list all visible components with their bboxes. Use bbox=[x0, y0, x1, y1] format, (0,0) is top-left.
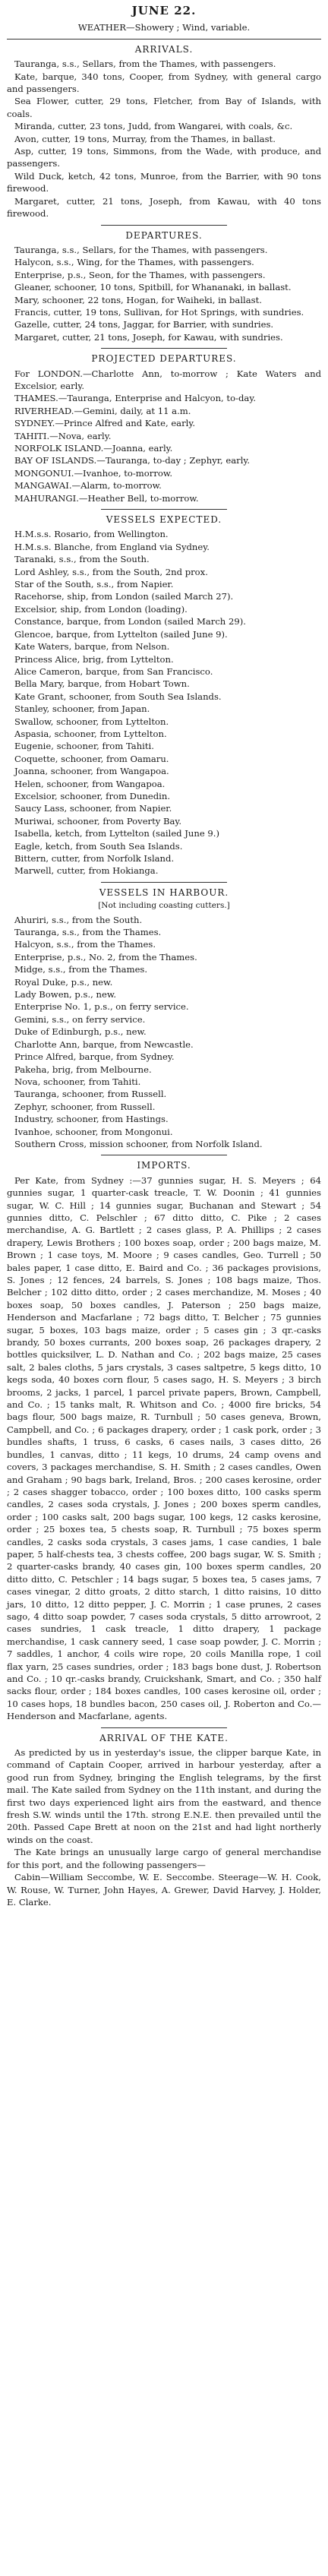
imports-heading: IMPORTS. bbox=[137, 1160, 191, 1171]
list-item: Constance, barque, from London (sailed March 29). bbox=[14, 616, 246, 627]
vessels-expected-section bbox=[7, 514, 321, 877]
projected-departures-list bbox=[7, 368, 321, 504]
arrival-of-kate-text-2: The Kate brings an unusually large cargo of general merchandise for this port, and the following passengers— bbox=[7, 1847, 321, 1870]
list-item: Wild Duck, ketch, 42 tons, Munroe, from the Barrier, with 90 tons firewood. bbox=[7, 170, 321, 194]
list-item: Marwell, cutter, from Hokianga. bbox=[14, 865, 159, 877]
arrivals-list bbox=[7, 58, 321, 220]
arrivals-section bbox=[7, 43, 321, 220]
list-item: Enterprise, p.s., No. 2, from the Thames. bbox=[14, 951, 197, 962]
list-item: Ahuriri, s.s., from the South. bbox=[14, 914, 143, 925]
list-item: Tauranga, schooner, from Russell. bbox=[14, 1089, 167, 1100]
list-item: Southern Cross, mission schooner, from Norfolk Island. bbox=[14, 1138, 263, 1149]
list-item: Swallow, schooner, from Lyttelton. bbox=[14, 716, 169, 727]
imports-text: Per Kate, from Sydney :—37 gunnies sugar, H. S. Meyers ; 64 gunnies sugar, 1 quarter-cask treacle, T. W. Doonin ; 41 gunnies sugar, W. C. Hill ; 14 gunnies sugar, Buchanan and Stewart ; 54 gunnies ditto, C. Pelschler ; 67 ditto ditto, C. Pike ; 2 cases merchandise, A. G. Bartlett ; 2 cases glass, P. A. Phillips ; 2 cases drapery, Lewis Brothers ; 100 boxes soap, order ; 200 bags maize, M. Brown ; 1 case toys, M. Moore ; 9 cases candles, Geo. Turrell ; 50 bales paper, 1 case ditto, E. Baird and Co. ; 36 packages provisions, S. Jones ; 12 fences, 24 barrels, S. Jones ; 108 bags maize, Thos. Belcher ; 102 ditto ditto, order ; 2 cases merchandize, M. Moses ; 40 boxes soap, 50 boxes candles, J. Paterson ; 250 bags maize, Henderson and Macfarlane ; 72 bags ditto, T. Belcher ; 75 gunnies sugar, 5 boxes, 103 bags maize, order ; 5 cases gin ; 3 qr.-casks brandy, 50 boxes currants, 200 boxes soap, 26 packages drapery, 2 bottles quicksilver, L. D. Nathan and Co. ; 202 bags maize, 25 cases salt, 2 bales cloths, 5 jars crystals, 3 cases saltpetre, 5 kegs ditto, 10 kegs soda, 40 boxes corn flour, 5 cases sago, H. S. Meyers ; 3 birch brooms, 2 jacks, 1 parcel, 1 parcel private papers, Brown, Campbell, and Co. ; 15 tanks malt, R. Whitson and Co. ; 4000 fire bricks, 54 bags flour, 500 bags maize, R. Turnbull ; 50 cases geneva, Brown, Campbell, and Co. ; 6 packages drapery, order ; 1 cask pork, order ; 3 bundles shafts, 1 truss, 6 casks, 6 cases nails, 3 cases ditto, 26 bundles, 1 canvas, ditto ; 11 kegs, 10 drums, 24 camp ovens and covers, 3 packages merchandise, S. H. Smith ; 2 cases candles, Owen and Graham ; 90 bags bark, Ireland, Bros. ; 200 cases kerosine, order ; 2 cases shagger tobacco, order ; 100 boxes ditto, 100 casks sperm candles, 2 cases soda crystals, J. Jones ; 200 boxes sperm candles, order ; 100 casks salt, 200 bags sugar, 100 kegs, 12 casks kerosine, order ; 25 boxes tea, 5 chests soap, R. Turnbull ; 75 boxes sperm candles, 2 casks soda crystals, 3 cases jams, 1 case candies, 1 bale paper, 5 half-chests tea, 3 chests coffee, 200 bags sugar, W. S. Smith ; 2 quarter-casks brandy, 40 cases gin, 100 boxes sperm candles, 20 ditto ditto, C. Petschler ; 14 bags sugar, 5 boxes tea, 5 cases jams, 7 cases vinegar, 2 ditto groats, 2 ditto starch, 1 ditto raisins, 10 ditto jars, 10 ditto, 12 ditto pepper, J. C. Morrin ; 1 case prunes, 2 cases sago, 4 ditto soap powder, 7 cases soda crystals, 5 ditto arrowroot, 2 cases sundries, 1 cask treacle, 1 ditto drapery, 1 package merchandise, 1 cask cannery seed, 1 case soap powder, J. C. Morrin ; 7 saddles, 1 anchor, 4 coils wire rope, 20 coils Manilla rope, 1 coil flax yarn, 25 cases sundries, order ; 183 bags bone dust, J. Robertson and Co. ; 10 qr.-casks brandy, Cruickshank, Smart, and Co. ; 350 half sacks flour, order ; 184 boxes candles, 100 cases kerosine oil, order ; 10 cases hops, 18 bundles bacon, 250 cases oil, J. Roberton and Co.—Henderson and Macfarlane, agents. bbox=[7, 1174, 321, 1722]
list-item: Excelsior, ship, from London (loading). bbox=[14, 603, 188, 615]
list-item: Halcyon, s.s., from the Thames. bbox=[14, 939, 156, 950]
divider bbox=[101, 1727, 227, 1728]
list-item: Muriwai, schooner, from Poverty Bay. bbox=[14, 815, 182, 827]
list-item: Excelsior, schooner, from Dunedin. bbox=[14, 790, 171, 801]
weather-line: WEATHER—Showery ; Wind, variable. bbox=[77, 22, 251, 33]
list-item: Sea Flower, cutter, 29 tons, Fletcher, from Bay of Islands, with coals. bbox=[7, 96, 321, 119]
list-item: Aspasia, schooner, from Lyttelton. bbox=[14, 728, 167, 739]
vessels-expected-heading: VESSELS EXPECTED. bbox=[106, 514, 222, 526]
list-item: Kate, barque, 340 tons, Cooper, from Sydney, with general cargo and passengers. bbox=[7, 71, 321, 95]
list-item: Ivanhoe, schooner, from Mongonui. bbox=[14, 1126, 173, 1137]
list-item: Margaret, cutter, 21 tons, Joseph, for Kawau, with sundries. bbox=[14, 331, 283, 343]
date-heading: JUNE 22. bbox=[131, 4, 197, 17]
arrival-of-kate-passengers: Cabin—William Seccombe, W. E. Seccombe. Steerage—W. H. Cook, W. Rouse, W. Turner, John Hayes, A. Grewer, David Harvey, J. Holder, E. Clarke. bbox=[7, 1872, 321, 1908]
vessels-in-harbour-section bbox=[7, 887, 321, 1151]
list-item: Miranda, cutter, 23 tons, Judd, from Wangarei, with coals, &c. bbox=[14, 121, 293, 132]
list-item: Eugenie, schooner, from Tahiti. bbox=[14, 741, 154, 752]
arrivals-heading: ARRIVALS. bbox=[134, 43, 194, 55]
list-item: Helen, schooner, from Wangapoa. bbox=[14, 778, 166, 789]
list-item: Royal Duke, p.s., new. bbox=[14, 976, 113, 988]
list-item: Nova, schooner, from Tahiti. bbox=[14, 1076, 141, 1087]
list-item: Midge, s.s., from the Thames. bbox=[14, 964, 148, 975]
list-item: Pakeha, brig, from Melbourne. bbox=[14, 1064, 152, 1075]
list-item: Stanley, schooner, from Japan. bbox=[14, 703, 150, 715]
list-item: Kate Waters, barque, from Nelson. bbox=[14, 641, 170, 653]
list-item: Glencoe, barque, from Lyttelton (sailed June 9). bbox=[14, 628, 228, 640]
divider bbox=[101, 509, 227, 510]
divider bbox=[101, 348, 227, 349]
list-item: SYDNEY.—Prince Alfred and Kate, early. bbox=[14, 418, 196, 429]
list-item: Tauranga, s.s., Sellars, from the Thames, with passengers. bbox=[14, 58, 276, 70]
list-item: Coquette, schooner, from Oamaru. bbox=[14, 753, 169, 764]
list-item: H.M.s.s. Blanche, from England via Sydney. bbox=[14, 541, 210, 552]
list-item: Francis, cutter, 19 tons, Sullivan, for Hot Springs, with sundries. bbox=[14, 306, 304, 318]
list-item: Lord Ashley, s.s., from the South, 2nd prox. bbox=[14, 566, 208, 577]
list-item: Prince Alfred, barque, from Sydney. bbox=[14, 1051, 175, 1063]
list-item: Charlotte Ann, barque, from Newcastle. bbox=[14, 1038, 194, 1050]
list-item: Kate Grant, schooner, from South Sea Islands. bbox=[14, 691, 222, 702]
list-item: Tauranga, s.s., from the Thames. bbox=[14, 927, 162, 938]
list-item: Lady Bowen, p.s., new. bbox=[14, 989, 117, 1000]
departures-section bbox=[7, 229, 321, 344]
departures-heading: DEPARTURES. bbox=[125, 229, 203, 241]
projected-departures-heading: PROJECTED DEPARTURES. bbox=[91, 353, 237, 365]
list-item: Isabella, ketch, from Lyttelton (sailed June 9.) bbox=[14, 828, 219, 839]
list-item: H.M.s.s. Rosario, from Wellington. bbox=[14, 529, 169, 540]
list-item: Eagle, ketch, from South Sea Islands. bbox=[14, 840, 183, 852]
list-item: Zephyr, schooner, from Russell. bbox=[14, 1101, 156, 1112]
list-item: Gazelle, cutter, 24 tons, Jaggar, for Barrier, with sundries. bbox=[14, 319, 274, 330]
divider bbox=[101, 882, 227, 883]
list-item: NORFOLK ISLAND.—Joanna, early. bbox=[14, 443, 173, 454]
list-item: Saucy Lass, schooner, from Napier. bbox=[14, 803, 172, 814]
list-item: Asp, cutter, 19 tons, Simmons, from the Wade, with produce, and passengers. bbox=[7, 146, 321, 169]
list-item: Enterprise No. 1, p.s., on ferry service. bbox=[14, 1001, 189, 1013]
list-item: Industry, schooner, from Hastings. bbox=[14, 1114, 169, 1125]
list-item: Racehorse, ship, from London (sailed March 27). bbox=[14, 591, 234, 602]
list-item: Halycon, s.s., Wing, for the Thames, with passengers. bbox=[14, 257, 254, 268]
list-item: Duke of Edinburgh, p.s., new. bbox=[14, 1026, 147, 1038]
list-item: MANGAWAI.—Alarm, to-morrow. bbox=[14, 480, 162, 491]
list-item: THAMES.—Tauranga, Enterprise and Halcyon, to-day. bbox=[14, 393, 257, 404]
divider bbox=[7, 39, 321, 40]
divider bbox=[101, 225, 227, 226]
list-item: Gemini, s.s., on ferry service. bbox=[14, 1013, 146, 1025]
list-item: For LONDON.—Charlotte Ann, to-morrow ; Kate Waters and Excelsior, early. bbox=[14, 368, 321, 391]
list-item: Margaret, cutter, 21 tons, Joseph, from Kawau, with 40 tons firewood. bbox=[7, 195, 321, 220]
vessels-in-harbour-list bbox=[7, 914, 321, 1151]
list-item: TAHITI.—Nova, early. bbox=[14, 430, 112, 441]
list-item: Bella Mary, barque, from Hobart Town. bbox=[14, 678, 190, 690]
arrival-of-kate-section bbox=[7, 1732, 321, 1909]
vessels-expected-list bbox=[7, 528, 321, 877]
vessels-in-harbour-heading: VESSELS IN HARBOUR. bbox=[99, 887, 229, 898]
list-item: Princess Alice, brig, from Lyttelton. bbox=[14, 653, 174, 665]
list-item: Taranaki, s.s., from the South. bbox=[14, 554, 150, 565]
arrival-of-kate-text: As predicted by us in yesterday's issue, the clipper barque Kate, in command of Captain Cooper, arrived in harbour yesterday, after a good run from Sydney, bringing the English telegrams, by the first mail. The Kate sailed from Sydney on the 11th instant, and during the first two days experienced light airs from the eastward, and thence fresh S.W. winds until the 17th. strong E.N.E. then prevailed until the 20th. Passed Cape Brett at noon on the 21st and had light northerly winds on the coast. bbox=[7, 1747, 321, 1845]
list-item: Tauranga, s.s., Sellars, for the Thames, with passengers. bbox=[14, 244, 268, 255]
list-item: MONGONUI.—Ivanhoe, to-morrow. bbox=[14, 467, 173, 479]
list-item: Avon, cutter, 19 tons, Murray, from the Thames, in ballast. bbox=[14, 133, 276, 144]
list-item: Bittern, cutter, from Norfolk Island. bbox=[14, 853, 175, 864]
list-item: RIVERHEAD.—Gemini, daily, at 11 a.m. bbox=[14, 405, 191, 416]
list-item: Alice Cameron, barque, from San Francisco. bbox=[14, 665, 213, 677]
list-item: Gleaner, schooner, 10 tons, Spitbill, for Whananaki, in ballast. bbox=[14, 282, 292, 293]
list-item: Star of the South, s.s., from Napier. bbox=[14, 579, 174, 590]
arrival-of-kate-heading: ARRIVAL OF THE KATE. bbox=[99, 1732, 229, 1743]
departures-list bbox=[7, 244, 321, 343]
vessels-in-harbour-note: [Not including coasting cutters.] bbox=[98, 901, 230, 911]
projected-departures-section bbox=[7, 352, 321, 504]
list-item: BAY OF ISLANDS.—Tauranga, to-day ; Zephyr, early. bbox=[14, 455, 251, 466]
list-item: Mary, schooner, 22 tons, Hogan, for Waiheki, in ballast. bbox=[14, 294, 262, 305]
imports-section bbox=[7, 1159, 321, 1722]
list-item: Enterprise, p.s., Seon, for the Thames, with passengers. bbox=[14, 269, 266, 280]
list-item: Joanna, schooner, from Wangapoa. bbox=[14, 766, 169, 777]
list-item: MAHURANGI.—Heather Bell, to-morrow. bbox=[14, 492, 199, 504]
